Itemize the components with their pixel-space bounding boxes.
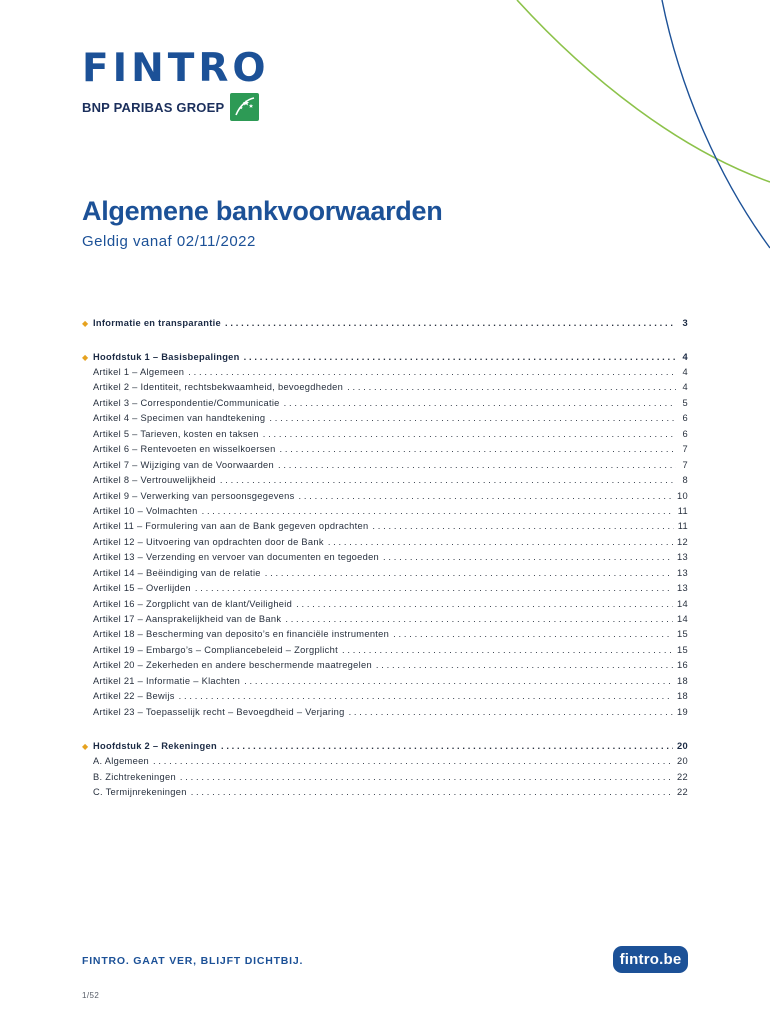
- toc-page-number: 15: [677, 644, 688, 655]
- toc-entry[interactable]: [82, 413, 688, 428]
- diamond-bullet-icon: ◆: [82, 742, 89, 752]
- toc-entry[interactable]: [82, 676, 688, 691]
- toc-section: [82, 314, 688, 333]
- toc-leader-dots: [180, 772, 673, 782]
- toc-page-number: 22: [677, 771, 688, 782]
- logo-subline: [82, 93, 282, 121]
- toc-label: Artikel 3 – Correspondentie/Communicatie: [93, 397, 280, 408]
- toc-leader-dots: [349, 707, 673, 717]
- toc-page-number: 3: [682, 318, 688, 328]
- toc-leader-dots: [280, 444, 676, 454]
- toc-page-number: 14: [677, 598, 688, 609]
- toc-heading[interactable]: [82, 314, 688, 333]
- toc-label: Hoofdstuk 1 – Basisbepalingen: [93, 352, 240, 362]
- toc-entry[interactable]: [82, 429, 688, 444]
- toc-entry[interactable]: [82, 460, 688, 475]
- toc-entry[interactable]: [82, 707, 688, 722]
- toc-section: [82, 348, 688, 722]
- toc-leader-dots: [179, 691, 673, 701]
- toc-entry[interactable]: [82, 475, 688, 490]
- toc-entry[interactable]: [82, 660, 688, 675]
- toc-section: [82, 737, 688, 802]
- toc-label: A. Algemeen: [93, 756, 150, 767]
- bnp-stars-icon: [230, 93, 259, 121]
- toc-label: Artikel 18 – Bescherming van deposito’s en financiële instrumenten: [93, 629, 390, 640]
- toc-label: Artikel 22 – Bewijs: [93, 691, 175, 702]
- toc-entry[interactable]: [82, 367, 688, 382]
- toc-entry[interactable]: [82, 521, 688, 536]
- toc-page-number: 4: [682, 367, 688, 377]
- diamond-bullet-icon: ◆: [82, 353, 89, 362]
- toc-page-number: 13: [677, 552, 688, 563]
- toc-label: Artikel 10 – Volmachten: [93, 505, 198, 516]
- toc-entry[interactable]: [82, 599, 688, 614]
- toc-leader-dots: [383, 552, 673, 562]
- toc-leader-dots: [299, 491, 674, 501]
- fintro-logo: [82, 46, 282, 121]
- toc-leader-dots: [202, 506, 674, 516]
- toc-label: Artikel 9 – Verwerking van persoonsgegevens: [93, 490, 295, 501]
- toc-leader-dots: [328, 537, 673, 547]
- toc-label: C. Termijnrekeningen: [93, 786, 187, 797]
- toc-entry[interactable]: [82, 382, 688, 397]
- toc-page-number: 12: [677, 536, 688, 547]
- toc-label: B. Zichtrekeningen: [93, 771, 176, 782]
- toc-page-number: 6: [682, 413, 688, 424]
- toc-page-number: 4: [682, 382, 688, 393]
- toc-page-number: 6: [682, 428, 688, 439]
- toc-leader-dots: [244, 676, 673, 686]
- toc-leader-dots: [265, 568, 673, 578]
- toc-leader-dots: [393, 629, 673, 639]
- toc-page-number: 20: [677, 756, 688, 767]
- toc-page-number: 13: [677, 567, 688, 578]
- toc-leader-dots: [284, 398, 676, 408]
- toc-page-number: 7: [682, 459, 688, 470]
- toc-label: Hoofdstuk 2 – Rekeningen: [93, 741, 217, 752]
- toc-label: Artikel 20 – Zekerheden en andere beschermende maatregelen: [93, 660, 372, 671]
- toc-leader-dots: [225, 314, 676, 333]
- toc-entry[interactable]: [82, 787, 688, 802]
- toc-entry[interactable]: [82, 537, 688, 552]
- toc-leader-dots: [296, 599, 673, 609]
- toc-leader-dots: [342, 645, 673, 655]
- toc-leader-dots: [153, 756, 673, 766]
- toc-label: Artikel 15 – Overlijden: [93, 583, 191, 594]
- toc-leader-dots: [372, 521, 673, 531]
- document-title: Algemene bankvoorwaarden: [82, 196, 443, 226]
- toc-entry[interactable]: [82, 691, 688, 706]
- toc-label: Artikel 2 – Identiteit, rechtsbekwaamheid, bevoegdheden: [93, 382, 344, 393]
- toc-page-number: 13: [677, 583, 688, 594]
- toc-label: Artikel 17 – Aansprakelijkheid van de Bank: [93, 614, 282, 624]
- toc-leader-dots: [285, 614, 673, 624]
- toc-entry[interactable]: [82, 552, 688, 567]
- toc-page-number: 18: [677, 675, 688, 686]
- toc-label: Artikel 11 – Formulering van aan de Bank gegeven opdrachten: [93, 521, 369, 532]
- green-curve: [517, 0, 770, 182]
- logo-wordmark: FINTRO: [82, 46, 270, 91]
- toc-leader-dots: [191, 787, 673, 797]
- document-subtitle: Geldig vanaf 02/11/2022: [82, 233, 256, 250]
- toc-page-number: 14: [677, 614, 688, 624]
- toc-heading[interactable]: [82, 348, 688, 367]
- toc-entry[interactable]: [82, 444, 688, 459]
- toc-label: Artikel 7 – Wijziging van de Voorwaarden: [93, 459, 274, 470]
- toc-leader-dots: [347, 382, 676, 392]
- toc-label: Artikel 6 – Rentevoeten en wisselkoersen: [93, 444, 276, 455]
- page-number: 1/52: [82, 991, 100, 1000]
- toc-label: Artikel 19 – Embargo’s – Compliancebeleid – Zorgplicht: [93, 644, 338, 655]
- toc-label: Artikel 21 – Informatie – Klachten: [93, 675, 241, 686]
- toc-leader-dots: [244, 348, 676, 367]
- toc-entry[interactable]: [82, 583, 688, 598]
- toc-label: Artikel 4 – Specimen van handtekening: [93, 413, 266, 424]
- toc-label: Artikel 23 – Toepasselijk recht – Bevoegdheid – Verjaring: [93, 706, 345, 717]
- toc-leader-dots: [278, 460, 676, 470]
- toc-heading[interactable]: [82, 737, 688, 756]
- blue-curve: [662, 0, 770, 248]
- toc-leader-dots: [188, 367, 676, 377]
- toc-label: Artikel 12 – Uitvoering van opdrachten door de Bank: [93, 536, 324, 547]
- toc-label: Informatie en transparantie: [93, 318, 221, 328]
- toc-page-number: 22: [677, 786, 688, 797]
- toc-entry[interactable]: [82, 506, 688, 521]
- toc-label: Artikel 14 – Beëindiging van de relatie: [93, 567, 261, 578]
- toc-page-number: 11: [677, 505, 688, 516]
- table-of-contents: [82, 314, 688, 817]
- toc-page-number: 5: [682, 397, 688, 408]
- toc-page-number: 15: [677, 629, 688, 640]
- toc-entry[interactable]: [82, 398, 688, 413]
- toc-label: Artikel 13 – Verzending en vervoer van documenten en tegoeden: [93, 552, 380, 563]
- toc-label: Artikel 1 – Algemeen: [93, 367, 185, 377]
- toc-label: Artikel 8 – Vertrouwelijkheid: [93, 475, 216, 486]
- toc-entry[interactable]: [82, 629, 688, 644]
- toc-page-number: 19: [677, 706, 688, 717]
- toc-page-number: 8: [682, 475, 688, 486]
- toc-leader-dots: [376, 660, 673, 670]
- logo-group-name: BNP PARIBAS GROEP: [82, 99, 225, 115]
- toc-entry[interactable]: [82, 645, 688, 660]
- toc-page-number: 16: [677, 660, 688, 671]
- footer-slogan: FINTRO. GAAT VER, BLIJFT DICHTBIJ.: [82, 955, 304, 967]
- toc-label: Artikel 16 – Zorgplicht van de klant/Veiligheid: [93, 598, 293, 609]
- toc-page-number: 20: [677, 741, 688, 752]
- toc-label: Artikel 5 – Tarieven, kosten en taksen: [93, 428, 259, 439]
- toc-leader-dots: [195, 583, 673, 593]
- toc-page-number: 11: [677, 521, 688, 532]
- toc-leader-dots: [269, 413, 676, 423]
- toc-entry[interactable]: [82, 756, 688, 771]
- toc-page-number: 18: [677, 691, 688, 702]
- toc-entry[interactable]: [82, 491, 688, 506]
- diamond-bullet-icon: ◆: [82, 319, 89, 328]
- toc-page-number: 7: [682, 444, 688, 455]
- toc-page-number: 4: [682, 352, 688, 362]
- toc-entry[interactable]: [82, 614, 688, 629]
- toc-page-number: 10: [677, 490, 688, 501]
- fintro-website-link[interactable]: fintro.be: [613, 946, 688, 973]
- toc-leader-dots: [221, 737, 673, 756]
- toc-leader-dots: [263, 429, 676, 439]
- toc-leader-dots: [220, 475, 676, 485]
- toc-entry[interactable]: [82, 772, 688, 787]
- toc-entry[interactable]: [82, 568, 688, 583]
